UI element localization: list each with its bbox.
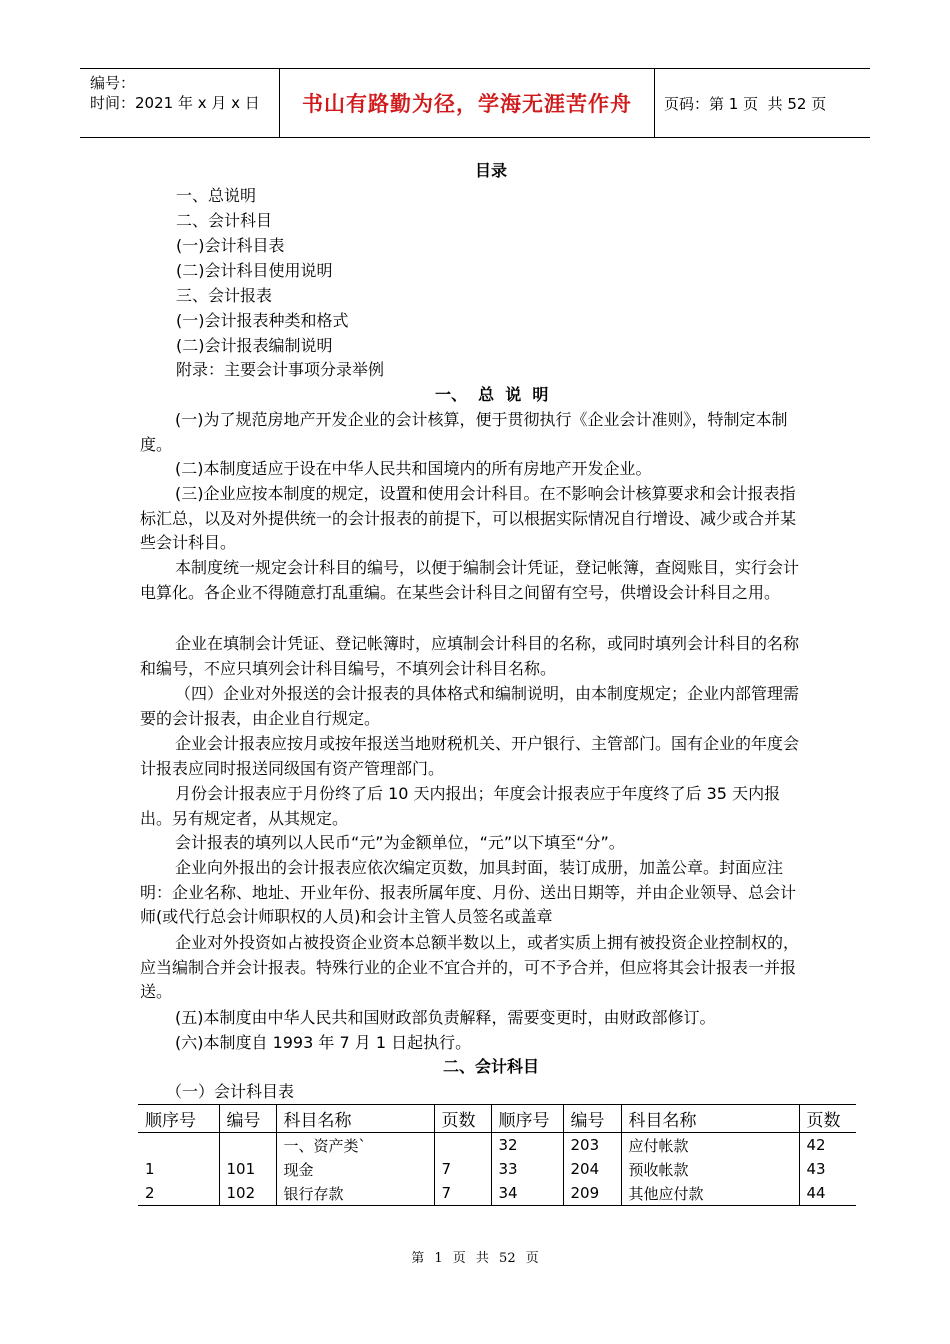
table-cell: 应付帐款	[621, 1133, 799, 1158]
toc-title: 目录	[475, 161, 508, 180]
table-cell: 33	[491, 1157, 563, 1181]
accounts-table	[138, 1104, 856, 1206]
table-cell: 203	[563, 1133, 621, 1158]
section2-title: 二、会计科目	[443, 1057, 540, 1076]
page-info-text: 页码：第 1 页 共 52 页	[664, 94, 827, 113]
code-label: 编号：	[90, 74, 136, 92]
table-row	[138, 1181, 856, 1206]
paragraph: (一)为了规范房地产开发企业的会计核算，便于贯彻执行《企业会计准则》，特制定本制度。	[140, 410, 788, 454]
table-cell: 1	[145, 1160, 155, 1178]
toc-item: 附录：主要会计事项分录举例	[176, 360, 385, 379]
table-cell: 预收帐款	[621, 1157, 799, 1181]
table-cell	[138, 1133, 219, 1158]
paragraph: 企业向外报出的会计报表应依次编定页数，加具封面，装订成册，加盖公章。封面应注明：企业名称、地址、开业年份、报表所属年度、月份、送出日期等，并由企业领导、总会计师(或代行总会计师职权的人员)和会计主管人员签名或盖章	[140, 858, 797, 926]
table-cell	[219, 1133, 276, 1158]
paragraph: 企业对外投资如占被投资企业资本总额半数以上，或者实质上拥有被投资企业控制权的，应当编制合并会计报表。特殊行业的企业不宜合并的，可不予合并，但应将其会计报表一并报送。	[140, 933, 800, 1001]
table-cell: 银行存款	[276, 1181, 434, 1206]
paragraph: 月份会计报表应于月份终了后 10 天内报出；年度会计报表应于年度终了后 35 天内报出。另有规定者，从其规定。	[140, 784, 781, 828]
table-cell: 2	[138, 1181, 219, 1206]
table-cell: 现金	[276, 1157, 434, 1181]
table-header-cell: 编号	[219, 1105, 276, 1133]
section2-subtitle: （一）会计科目表	[166, 1082, 295, 1101]
table-cell: 101	[219, 1157, 276, 1181]
table-row	[138, 1133, 856, 1158]
paragraph: 会计报表的填列以人民币“元”为金额单位，“元”以下填至“分”。	[175, 833, 625, 852]
table-cell: 其他应付款	[621, 1181, 799, 1206]
table-header-cell: 顺序号	[138, 1105, 219, 1133]
table-cell: 一、资产类`	[276, 1133, 434, 1158]
table-cell	[434, 1133, 491, 1158]
toc-item: 二、会计科目	[176, 211, 273, 230]
table-header-cell: 编号	[563, 1105, 621, 1133]
table-cell: 44	[799, 1181, 856, 1206]
table-cell: 43	[799, 1157, 856, 1181]
table-cell: 102	[219, 1181, 276, 1206]
toc-item: (一)会计科目表	[176, 236, 285, 255]
paragraph: 企业在填制会计凭证、登记帐簿时，应填制会计科目的名称，或同时填列会计科目的名称和编号，不应只填列会计科目编号，不填列会计科目名称。	[140, 634, 800, 678]
table-header-cell: 页数	[434, 1105, 491, 1133]
paragraph: 本制度统一规定会计科目的编号，以便于编制会计凭证，登记帐簿，查阅账目，实行会计电算化。各企业不得随意打乱重编。在某些会计科目之间留有空号，供增设会计科目之用。	[140, 558, 800, 602]
toc-item: (一)会计报表种类和格式	[176, 311, 349, 330]
table-cell: 34	[491, 1181, 563, 1206]
toc-item: 三、会计报表	[176, 286, 273, 305]
motto: 书山有路勤为径，学海无涯苦作舟	[280, 69, 655, 137]
table-header-cell: 页数	[799, 1105, 856, 1133]
table-cell: 209	[563, 1181, 621, 1206]
time-label: 时间：2021 年 x 月 x 日	[90, 94, 260, 112]
paragraph: （四）企业对外报送的会计报表的具体格式和编制说明，由本制度规定；企业内部管理需要的会计报表，由企业自行规定。	[140, 684, 800, 728]
table-header-row	[138, 1105, 856, 1133]
paragraph: (三)企业应按本制度的规定，设置和使用会计科目。在不影响会计核算要求和会计报表指标汇总，以及对外提供统一的会计报表的前提下，可以根据实际情况自行增设、减少或合并某些会计科目。	[140, 484, 797, 552]
table-header-cell: 顺序号	[491, 1105, 563, 1133]
table-cell: 32	[491, 1133, 563, 1158]
paragraph: (五)本制度由中华人民共和国财政部负责解释，需要变更时，由财政部修订。	[175, 1008, 716, 1027]
table-cell: 204	[563, 1157, 621, 1181]
toc-item: (二)会计报表编制说明	[176, 336, 333, 355]
paragraph: (六)本制度自 1993 年 7 月 1 日起执行。	[175, 1033, 472, 1052]
page-footer: 第 1 页 共 52 页	[411, 1251, 539, 1266]
table-header-cell: 科目名称	[276, 1105, 434, 1133]
toc-item: (二)会计科目使用说明	[176, 261, 333, 280]
header-meta	[80, 69, 280, 137]
toc-item: 一、总说明	[176, 186, 257, 205]
table-cell: 7	[434, 1181, 491, 1206]
page-info	[654, 69, 870, 137]
section1-title: 一、 总 说 明	[435, 385, 549, 404]
table-row	[138, 1157, 856, 1181]
paragraph: 企业会计报表应按月或按年报送当地财税机关、开户银行、主管部门。国有企业的年度会计报表应同时报送同级国有资产管理部门。	[140, 734, 800, 778]
table-cell: 42	[799, 1133, 856, 1158]
table-cell: 7	[434, 1157, 491, 1181]
table-header-cell: 科目名称	[621, 1105, 799, 1133]
page-header	[80, 68, 870, 138]
paragraph: (二)本制度适应于设在中华人民共和国境内的所有房地产开发企业。	[175, 459, 652, 478]
